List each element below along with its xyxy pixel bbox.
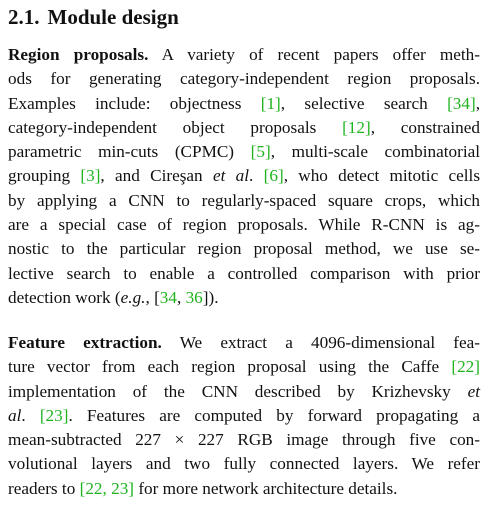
text-run: , multi-scale combinatorial — [270, 142, 480, 162]
citation-link[interactable]: [34] — [447, 93, 476, 113]
text-line — [8, 237, 480, 261]
text-run: nostic to the particular region proposal method, we use se- — [8, 239, 480, 259]
citation-link[interactable]: 36 — [185, 287, 203, 307]
paragraph-feature-extraction — [8, 331, 480, 501]
text-run: . — [249, 166, 264, 186]
section-number: 2.1. — [8, 5, 40, 29]
text-run: volutional layers and two fully connected layers. We refer — [8, 454, 480, 474]
citation-link[interactable]: [22] — [451, 357, 480, 377]
text-line — [8, 380, 480, 404]
text-run: readers to — [8, 478, 80, 498]
text-line — [8, 164, 480, 188]
section-heading — [8, 4, 179, 30]
text-line — [8, 428, 480, 452]
text-run: We extract a 4096-dimensional fea- — [161, 333, 480, 352]
text-line — [8, 286, 480, 310]
citation-link[interactable]: [23] — [39, 405, 69, 425]
text-line — [8, 262, 480, 286]
text-run: , [ — [145, 287, 160, 307]
citation-link[interactable]: 1 — [266, 93, 276, 113]
citation-link[interactable]: [12] — [342, 117, 371, 137]
text-run: Examples include: objectness — [8, 93, 261, 113]
text-run: for more network architecture details. — [134, 478, 398, 498]
text-line — [8, 92, 480, 116]
citation-link[interactable]: [3] — [80, 166, 101, 186]
text-line — [8, 355, 480, 379]
text-line — [8, 213, 480, 237]
text-run: , selective search — [280, 93, 448, 113]
italic-text: al — [8, 405, 22, 425]
text-run: . — [21, 405, 40, 425]
text-run: . Features are computed by forward propagating a — [68, 405, 480, 425]
text-run: detection work ( — [8, 287, 121, 307]
text-run: , — [176, 287, 186, 307]
citation-link[interactable]: 34 — [159, 287, 177, 307]
citation-link[interactable]: [5] — [250, 142, 271, 162]
text-line — [8, 331, 480, 355]
text-line — [8, 67, 480, 91]
text-line — [8, 43, 480, 67]
text-line — [8, 116, 480, 140]
citation-link[interactable]: [6] — [263, 166, 284, 186]
italic-text: e.g. — [120, 287, 146, 307]
text-run: category-independent object proposals — [8, 117, 343, 137]
text-run: , and Cireşan — [100, 166, 213, 186]
paragraph-region-proposals — [8, 43, 480, 310]
text-run: ods for generating category-independent region proposals. — [8, 69, 480, 89]
text-run: by applying a CNN to regularly-spaced square crops, which — [8, 190, 480, 210]
citation-link[interactable]: ] — [275, 93, 281, 113]
text-run: are a special case of region proposals. While R-CNN is ag- — [8, 215, 480, 235]
text-run: grouping — [8, 166, 81, 186]
text-run: lective search to enable a controlled comparison with prior — [8, 263, 480, 283]
text-line — [8, 140, 480, 164]
paragraph-runin-heading: Feature extraction. — [8, 333, 162, 352]
text-run: ture vector from each region proposal using the Caffe — [8, 357, 452, 377]
citation-link[interactable]: [ — [260, 93, 267, 113]
text-run: , — [475, 93, 480, 113]
text-run: , who detect mitotic cells — [283, 166, 481, 186]
text-run: A variety of recent papers offer meth- — [148, 45, 481, 64]
text-line — [8, 452, 480, 476]
italic-text: et al — [212, 166, 250, 186]
citation-link[interactable]: [22, 23] — [79, 478, 135, 498]
text-run: parametric min-cuts (CPMC) — [8, 142, 251, 162]
text-run: , constrained — [370, 117, 480, 137]
section-title: Module design — [47, 5, 179, 29]
text-run: mean-subtracted 227 × 227 RGB image through five con- — [8, 430, 480, 450]
paragraph-runin-heading: Region proposals. — [8, 45, 149, 64]
text-run: implementation of the CNN described by Krizhevsky — [8, 381, 468, 401]
text-line — [8, 189, 480, 213]
text-line — [8, 477, 480, 501]
text-line — [8, 404, 480, 428]
text-run: ]). — [202, 287, 219, 307]
italic-text: et — [467, 381, 480, 401]
